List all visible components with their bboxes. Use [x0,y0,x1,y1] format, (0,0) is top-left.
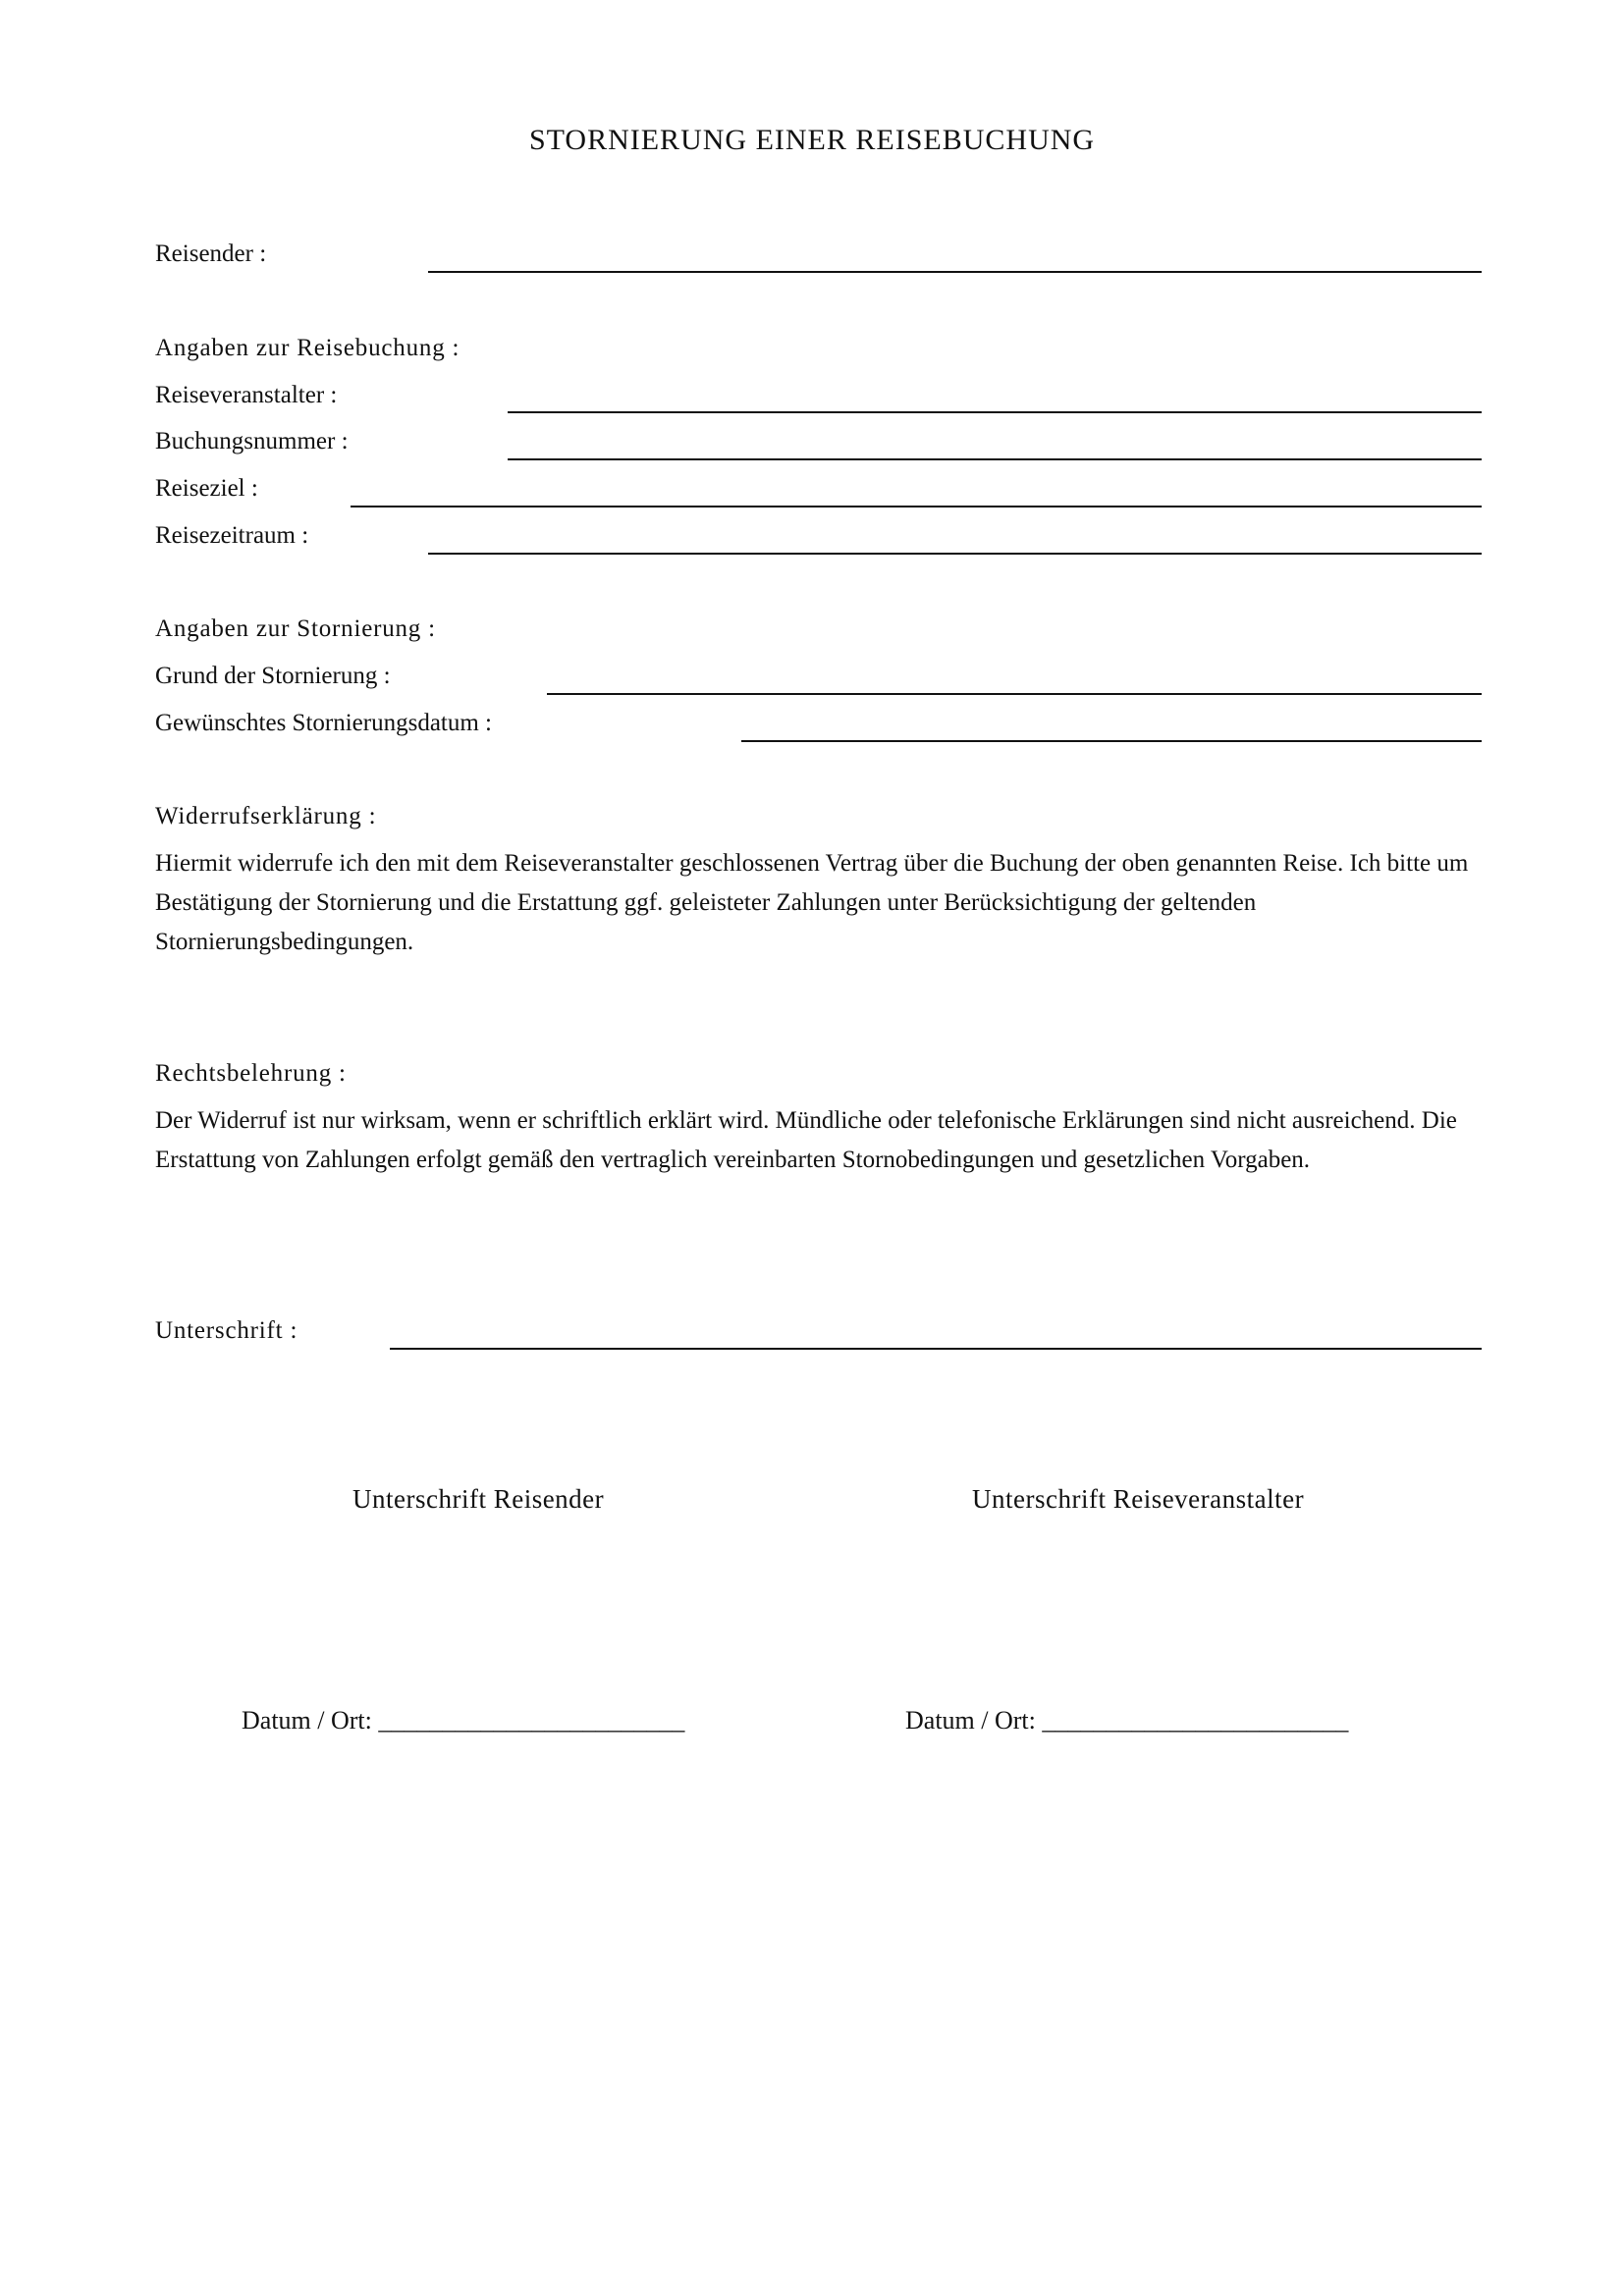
traveler-signature-caption: Unterschrift Reisender [352,1484,605,1514]
cancellation-heading: Angaben zur Stornierung : [155,615,436,642]
cancellation-date-label: Gewünschtes Stornierungsdatum : [155,710,493,736]
destination-label: Reiseziel : [155,475,258,502]
reason-field[interactable] [547,693,1482,695]
operator-label: Reiseveranstalter : [155,382,338,408]
traveler-field[interactable] [428,271,1482,273]
reason-label: Grund der Stornierung : [155,663,391,689]
traveler-label: Reisender : [155,240,267,267]
booking-number-field[interactable] [508,458,1482,460]
withdrawal-heading: Widerrufserklärung : [155,803,377,829]
withdrawal-text: Hiermit widerrufe ich den mit dem Reiseveranstalter geschlossenen Vertrag über die Buchung der oben genannten Reise. Ich bitte um Bestätigung der Stornierung und die Erstattung ggf. geleisteter Zahlungen unter Berücksichtigung der geltenden Stornierungsbedingungen. [155,850,1469,955]
period-label: Reisezeitraum : [155,522,309,549]
document-title: STORNIERUNG EINER REISEBUCHUNG [528,124,1096,156]
operator-field[interactable] [508,411,1482,413]
legal-text: Der Widerruf ist nur wirksam, wenn er schriftlich erklärt wird. Mündliche oder telefonische Erklärungen sind nicht ausreichend. Die Erstattung von Zahlungen erfolgt gemäß den vertraglich vereinbarten Stornobedingungen und gesetzlichen Vorgaben. [155,1107,1457,1173]
operator-date-place[interactable]: Datum / Ort: ________________________ [905,1706,1349,1735]
signature-field[interactable] [390,1348,1482,1350]
traveler-date-place[interactable]: Datum / Ort: ________________________ [242,1706,685,1735]
destination-field[interactable] [351,506,1482,507]
booking-heading: Angaben zur Reisebuchung : [155,335,460,361]
operator-signature-caption: Unterschrift Reiseveranstalter [972,1484,1305,1514]
cancellation-date-field[interactable] [741,740,1482,742]
signature-label: Unterschrift : [155,1317,298,1344]
legal-heading: Rechtsbelehrung : [155,1060,347,1087]
period-field[interactable] [428,553,1482,555]
booking-number-label: Buchungsnummer : [155,428,349,454]
